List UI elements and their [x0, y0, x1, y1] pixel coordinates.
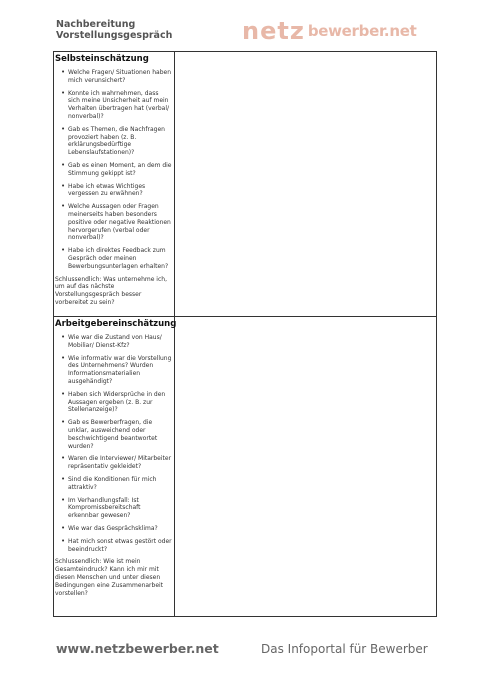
- self-assessment-section: [55, 54, 172, 307]
- list-item: • Gab es einen Moment, an dem die Stimmung gekippt ist?: [68, 162, 172, 178]
- employer-assessment-conclusion: Schlussendlich: Wie ist mein Gesamteindruck? Kann ich mir mit diesen Menschen und unter diesen Bedingungen eine Zusammenarbeit vorstellen?: [55, 558, 164, 597]
- netzbewerber-logo: [242, 16, 416, 46]
- list-item: • Wie war das Gesprächsklima?: [68, 525, 172, 533]
- list-item: • Gab es Bewerberfragen, die unklar, ausweichend oder beschwichtigend beantwortet wurden?: [68, 419, 172, 450]
- self-assessment-conclusion: Schlussendlich: Was unternehme ich, um auf das nächste Vorstellungsgespräch besser vorbereitet zu sein?: [55, 275, 167, 306]
- list-item: • Welche Fragen/ Situationen haben mich verunsichert?: [68, 69, 172, 85]
- list-item: • Konnte ich wahrnehmen, dass sich meine Unsicherheit auf mein Verhalten übertragen hat (verbal/ nonverbal)?: [68, 90, 172, 121]
- list-item: • Habe ich etwas Wichtiges vergessen zu erwähnen?: [68, 183, 172, 199]
- list-item: • Welche Aussagen oder Fragen meinerseits haben besonders positive oder negative Reaktionen hervorgerufen (verbal oder nonverbal)?: [68, 203, 172, 242]
- logo-text: bewerber.net: [307, 22, 417, 40]
- list-item: • Wie war die Zustand von Haus/ Mobiliar/ Dienst-Kfz?: [68, 334, 172, 350]
- logo-mark: netz: [242, 17, 305, 45]
- list-item: • Waren die Interviewer/ Mitarbeiter repräsentativ gekleidet?: [68, 455, 172, 471]
- employer-assessment-list: [55, 334, 172, 553]
- column-divider: [174, 52, 175, 616]
- list-item: • Habe ich direktes Feedback zum Gespräch oder meinen Bewerbungsunterlagen erhalten?: [68, 247, 172, 270]
- list-item: • Wie informativ war die Vorstellung des Unternehmens? Wurden Informationsmaterialien ausgehändigt?: [68, 355, 172, 386]
- title-line-1: Nachbereitung: [56, 19, 136, 30]
- title-line-2: Vorstellungsgespräch: [56, 30, 173, 41]
- self-assessment-heading: Selbsteinschätzung: [55, 54, 149, 64]
- footer-tagline: Das Infoportal für Bewerber: [261, 642, 428, 656]
- row-divider: [54, 316, 436, 317]
- self-assessment-list: [55, 69, 172, 271]
- employer-assessment-section: [55, 319, 177, 597]
- document-title: [56, 19, 172, 41]
- list-item: • Haben sich Widersprüche in den Aussagen ergeben (z. B. zur Stellenanzeige)?: [68, 391, 172, 414]
- worksheet-table: [53, 51, 437, 617]
- list-item: • Im Verhandlungsfall: Ist Kompromissbereitschaft erkennbar gewesen?: [68, 497, 172, 520]
- footer-url: www.netzbewerber.net: [56, 641, 219, 656]
- employer-assessment-heading: Arbeitgebereinschätzung: [55, 319, 177, 329]
- list-item: • Sind die Konditionen für mich attraktiv?: [68, 476, 172, 492]
- list-item: • Gab es Themen, die Nachfragen provoziert haben (z. B. erklärungsbedürftige Lebenslaufstationen)?: [68, 126, 172, 157]
- list-item: • Hat mich sonst etwas gestört oder beeindruckt?: [68, 538, 172, 554]
